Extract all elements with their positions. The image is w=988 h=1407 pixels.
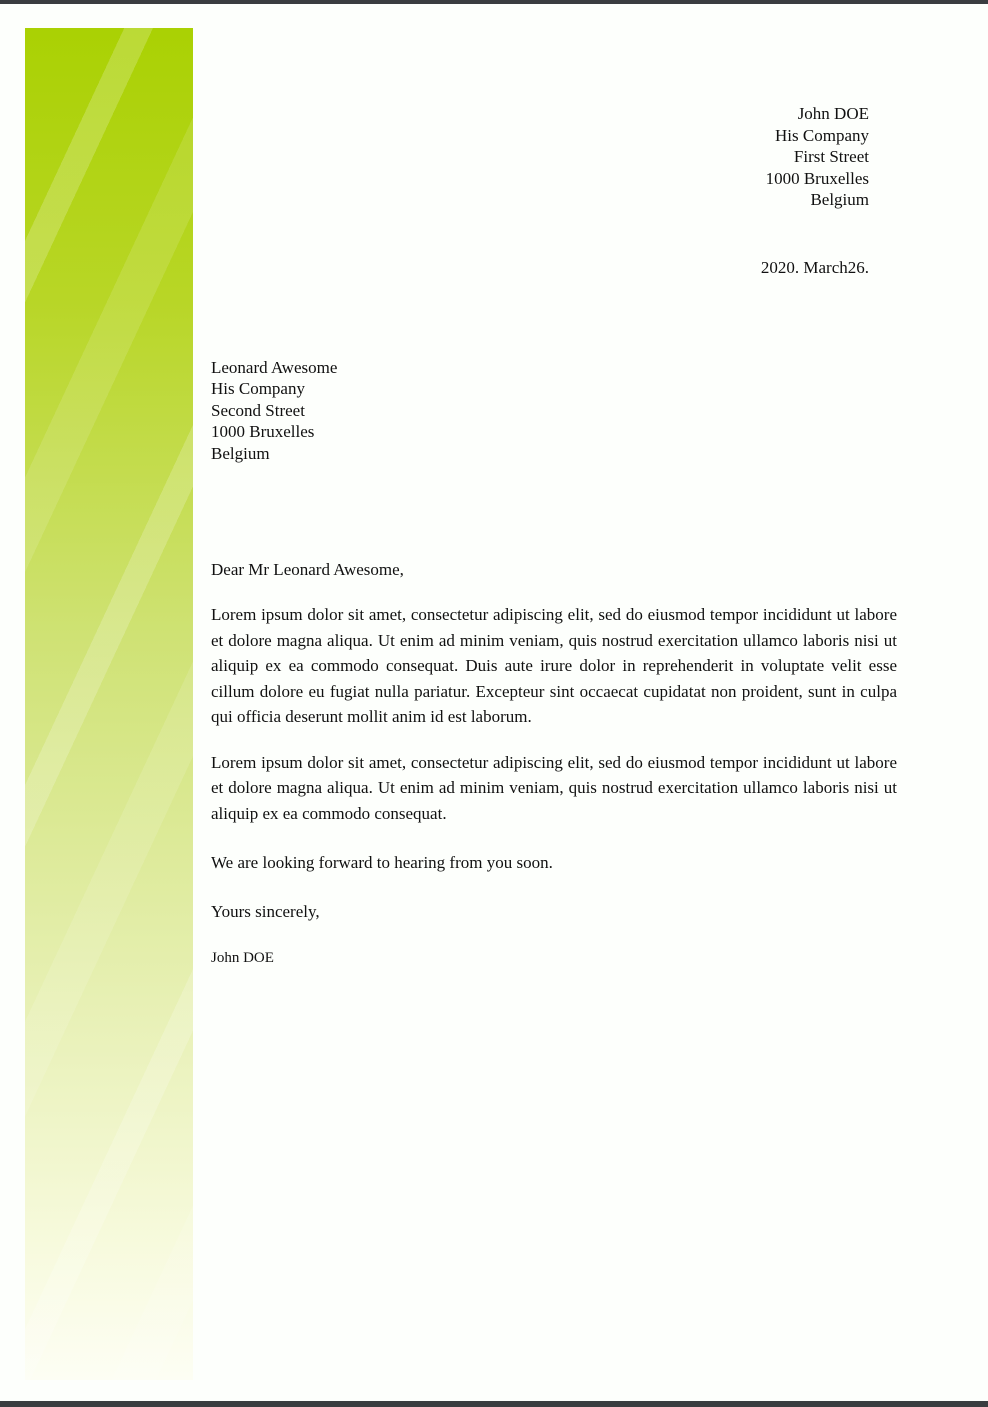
- sender-address-block: [211, 103, 897, 211]
- sender-city: 1000 Bruxelles: [765, 168, 869, 188]
- recipient-company: His Company: [211, 379, 305, 398]
- recipient-name: Leonard Awesome: [211, 357, 338, 377]
- letter-content: [211, 4, 897, 969]
- sender-name: John DOE: [797, 104, 869, 123]
- sender-street: First Street: [793, 147, 869, 166]
- closing-line: We are looking forward to hearing from you soon.: [211, 853, 553, 872]
- valediction: Yours sincerely,: [211, 902, 320, 921]
- recipient-street: Second Street: [211, 400, 305, 420]
- page-bottom-border: [0, 1401, 988, 1407]
- recipient-country: Belgium: [211, 443, 270, 463]
- sender-company: His Company: [775, 125, 869, 145]
- signature-name: John DOE: [211, 950, 274, 966]
- recipient-address-block: [211, 357, 897, 465]
- salutation: Dear Mr Leonard Awesome,: [211, 560, 404, 579]
- sender-country: Belgium: [810, 190, 869, 209]
- green-gradient-sidebar: [25, 28, 193, 1380]
- body-paragraph-1: Lorem ipsum dolor sit amet, consectetur adipiscing elit, sed do eiusmod tempor incididunt ut labore et dolore magna aliqua. Ut enim ad minim veniam, quis nostrud exercitation ullamco laboris nisi ut aliquip ex ea commodo consequat. Duis aute irure dolor in reprehenderit in voluptate velit esse cillum dolore eu fugiat nulla pariatur. Excepteur sint occaecat cupidatat non proident, sunt in culpa qui officia deserunt mollit anim id est laborum.: [211, 605, 897, 726]
- body-paragraph-2: Lorem ipsum dolor sit amet, consectetur adipiscing elit, sed do eiusmod tempor incididunt ut labore et dolore magna aliqua. Ut enim ad minim veniam, quis nostrud exercitation ullamco laboris nisi ut aliquip ex ea commodo consequat.: [211, 752, 897, 823]
- recipient-city: 1000 Bruxelles: [211, 422, 315, 441]
- letter-date: 2020. March26.: [760, 257, 869, 277]
